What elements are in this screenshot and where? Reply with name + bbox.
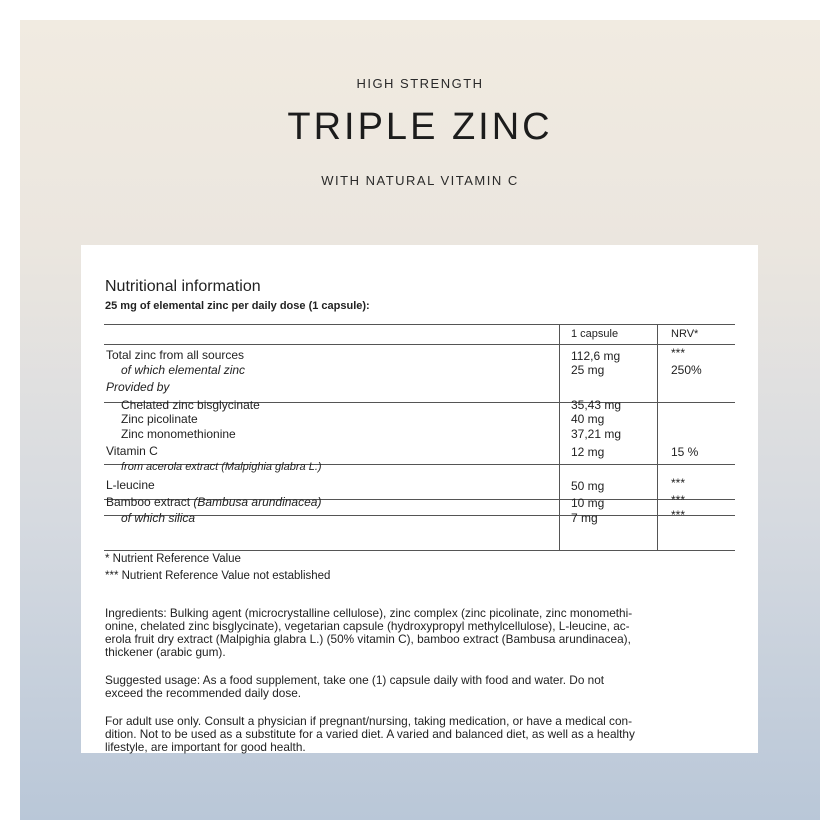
row-vitamin-c-amount: 12 mg (571, 445, 605, 459)
row-provided-by-label: Provided by (106, 380, 170, 394)
row-picolinate-amount: 40 mg (571, 412, 605, 426)
warning-line: dition. Not to be used as a substitute for a varied diet. A varied and balanced diet, as well as a healthy (105, 727, 635, 741)
panel-title: Nutritional information (105, 278, 261, 295)
row-vitamin-c-label: Vitamin C (106, 444, 158, 458)
table-rule (104, 515, 735, 516)
row-total-zinc-label: Total zinc from all sources (106, 348, 245, 362)
table-rule (104, 324, 735, 325)
row-bamboo-nrv: *** (671, 493, 686, 507)
warning-text (105, 715, 737, 754)
row-vitamin-c-nrv: 15 % (671, 445, 699, 459)
row-acerola-label (121, 461, 322, 474)
usage-line: Suggested usage: As a food supplement, take one (1) capsule daily with food and water. Do not (105, 673, 605, 687)
row-leucine-nrv: *** (671, 476, 686, 490)
panel-subtitle: 25 mg of elemental zinc per daily dose (1 capsule): (105, 300, 370, 312)
column-header-amount: 1 capsule (571, 328, 619, 340)
row-silica-amount: 7 mg (571, 511, 598, 525)
row-bisglycinate-label: Chelated zinc bisglycinate (121, 398, 260, 412)
acerola-latin-name: Malpighia glabra (224, 461, 306, 473)
row-bamboo-label (106, 496, 321, 509)
ingredients-line: thickener (arabic gum). (105, 645, 226, 659)
ingredients-line: Ingredients: Bulking agent (microcrystalline cellulose), zinc complex (zinc picolinate, zinc monomethi- (105, 606, 633, 620)
bamboo-latin-name: (Bambusa arundinacea) (193, 495, 322, 509)
nutrition-panel (81, 245, 758, 753)
bamboo-label-text: Bamboo extract (106, 495, 194, 509)
product-eyebrow: HIGH STRENGTH (356, 76, 484, 91)
product-title: TRIPLE ZINC (287, 106, 553, 148)
footnote-not-established: *** Nutrient Reference Value not established (105, 570, 331, 582)
row-silica-nrv: *** (671, 508, 686, 522)
footnote-nrv: * Nutrient Reference Value (105, 553, 241, 565)
product-subtitle: WITH NATURAL VITAMIN C (321, 173, 519, 188)
ingredients-line: onine, chelated zinc bisglycinate), vegetarian capsule (hydroxypropyl methylcellulose), L-leucine, ac- (105, 619, 630, 633)
acerola-suffix: L.) (305, 461, 322, 473)
warning-line: For adult use only. Consult a physician if pregnant/nursing, taking medication, or have a medical con- (105, 714, 632, 728)
usage-line: exceed the recommended daily dose. (105, 686, 302, 700)
suggested-usage-text (105, 674, 737, 700)
row-bamboo-amount: 10 mg (571, 496, 605, 510)
row-monomethionine-label: Zinc monomethionine (121, 427, 236, 441)
row-elemental-zinc-amount: 25 mg (571, 363, 605, 377)
row-bisglycinate-amount: 35,43 mg (571, 398, 622, 412)
column-header-nrv: NRV* (671, 328, 699, 340)
row-silica-label: of which silica (121, 511, 196, 525)
table-rule (104, 550, 735, 551)
row-picolinate-label: Zinc picolinate (121, 412, 198, 426)
table-column-divider (559, 324, 560, 550)
row-leucine-amount: 50 mg (571, 479, 605, 493)
table-rule (104, 344, 735, 345)
ingredients-text (105, 607, 737, 659)
acerola-prefix: from acerola extract ( (121, 461, 225, 473)
row-monomethionine-amount: 37,21 mg (571, 427, 622, 441)
row-elemental-zinc-nrv: 250% (671, 363, 702, 377)
row-total-zinc-amount: 112,6 mg (571, 349, 621, 363)
row-leucine-label: L-leucine (106, 478, 155, 492)
row-elemental-zinc-label: of which elemental zinc (121, 363, 246, 377)
ingredients-line: erola fruit dry extract (Malpighia glabra L.) (50% vitamin C), bamboo extract (Bambusa arundinacea), (105, 632, 631, 646)
row-total-zinc-nrv: *** (671, 346, 686, 360)
warning-line: lifestyle, are important for good health. (105, 740, 306, 754)
table-column-divider (657, 324, 658, 550)
product-label-background (20, 20, 820, 820)
